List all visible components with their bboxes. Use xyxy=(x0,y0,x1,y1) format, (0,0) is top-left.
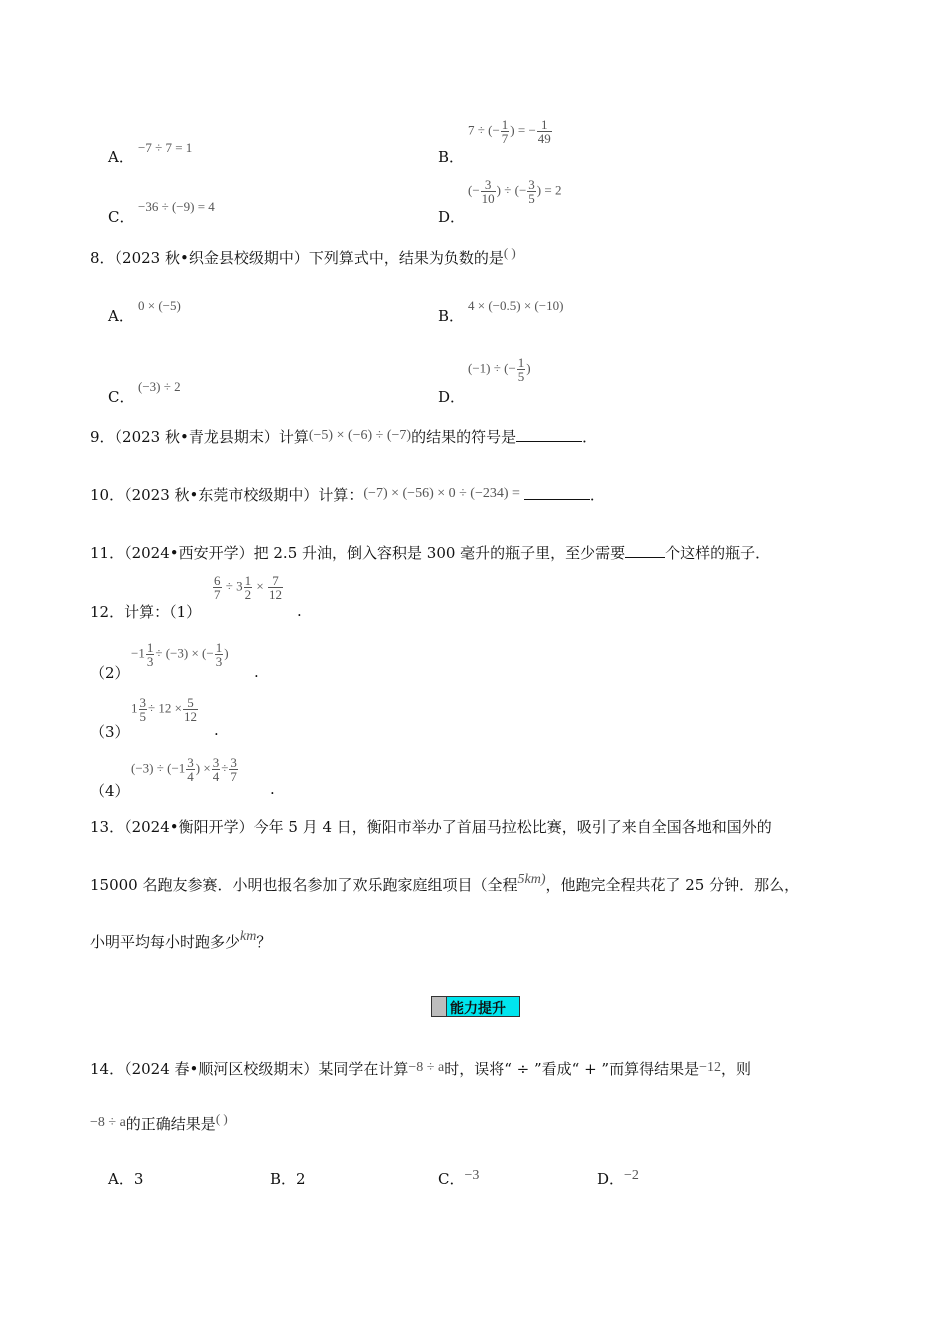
fraction: $\frac{1}{3}$ xyxy=(146,640,154,669)
q7-option-a: A． xyxy=(108,148,134,166)
q14-option-c: C．−3 xyxy=(438,1168,480,1188)
q13-line2: 15000 名跑友参赛．小明也报名参加了欢乐跑家庭组项目（全程5km)，他跑完全程共花了 25 分钟．那么， xyxy=(90,872,800,894)
q12-part1-expr: $\frac{6}{7}$ ÷ 3 $\frac{1}{2}$ × $\frac{7}{12}$ xyxy=(214,573,282,602)
fraction: $\frac{3}{4}$ xyxy=(187,755,194,784)
period: . xyxy=(254,663,259,681)
period: . xyxy=(270,780,275,798)
q14-option-d: D．−2 xyxy=(597,1168,639,1188)
fraction: $\frac{7}{12}$ xyxy=(268,573,282,602)
q12-part4-expr: (−3) ÷ (−1 $\frac{3}{4}$ ) × $\frac{3}{4}$ ÷ $\frac{3}{7}$ xyxy=(131,755,237,784)
q8-option-a: A． xyxy=(108,307,134,325)
q14-option-b: B．2 xyxy=(270,1170,306,1188)
q12-part4-label: （4） xyxy=(90,782,130,800)
q7-option-b: B． xyxy=(438,148,465,166)
q7-option-d: D． xyxy=(438,208,466,226)
fraction: $\frac{1}{7}$ xyxy=(501,117,509,146)
q12-part2-label: （2） xyxy=(90,664,130,682)
fraction: $\frac{3}{5}$ xyxy=(139,695,146,724)
q7-option-c-expr: −36 ÷ (−9) = 4 xyxy=(138,199,215,214)
fraction: $\frac{5}{12}$ xyxy=(183,695,197,724)
fraction: $\frac{3}{4}$ xyxy=(212,755,220,784)
q8-stem: 8．（2023 秋•织金县校级期中）下列算式中，结果为负数的是( ) xyxy=(90,245,516,267)
q12-part2-expr: −1 $\frac{1}{3}$ ÷ (−3) × (− $\frac{1}{3}$ ) xyxy=(131,640,229,669)
q8-option-b: B． xyxy=(438,307,465,325)
q14-line1: 14．（2024 春•顺河区校级期末）某同学在计算−8 ÷ a时，误将“ ÷ ”看成“ + ”而算得结果是−12，则 xyxy=(90,1060,751,1078)
q7-option-a-expr: −7 ÷ 7 = 1 xyxy=(138,140,193,155)
fraction: $\frac{3}{10}$ xyxy=(481,177,495,206)
fraction: $\frac{6}{7}$ xyxy=(214,573,221,602)
q7-option-d-expr: (− $\frac{3}{10}$ ) ÷ (− $\frac{3}{5}$ ) = 2 xyxy=(468,177,562,206)
q7-option-b-expr: 7 ÷ (− $\frac{1}{7}$ ) = − $\frac{1}{49}$ xyxy=(468,117,551,146)
period: . xyxy=(297,602,302,620)
fraction: $\frac{1}{49}$ xyxy=(537,117,551,146)
fraction: $\frac{3}{7}$ xyxy=(230,755,237,784)
q8-option-d-expr: (−1) ÷ (− $\frac{1}{5}$ ) xyxy=(468,355,531,384)
q13-line3: 小明平均每小时跑多少km？ xyxy=(90,929,272,951)
period: . xyxy=(214,721,219,739)
q12-part3-label: （3） xyxy=(90,723,130,741)
q8-option-c-expr: (−3) ÷ 2 xyxy=(138,379,181,394)
q8-option-d: D． xyxy=(438,388,466,406)
q10: 10．（2023 秋•东莞市校级期中）计算：(−7) × (−56) × 0 ÷ (−234) = ． xyxy=(90,486,605,504)
q12-part3-expr: 1 $\frac{3}{5}$ ÷ 12 × $\frac{5}{12}$ xyxy=(131,695,197,724)
answer-blank xyxy=(524,485,590,500)
q8-option-a-expr: 0 × (−5) xyxy=(138,298,181,313)
section-banner xyxy=(431,996,520,1017)
q14-line2: −8 ÷ a的正确结果是( ) xyxy=(90,1111,228,1133)
answer-blank xyxy=(516,427,582,442)
q8-option-c: C． xyxy=(108,388,135,406)
fraction: $\frac{1}{2}$ xyxy=(244,573,252,602)
q14-option-a: A．3 xyxy=(108,1170,144,1188)
q13-line1: 13．（2024•衡阳开学）今年 5 月 4 日，衡阳市举办了首届马拉松比赛，吸引了来自全国各地和国外的 xyxy=(90,818,772,836)
fraction: $\frac{1}{5}$ xyxy=(517,355,525,384)
q9: 9．（2023 秋•青龙县期末）计算(−5) × (−6) ÷ (−7)的结果的符号是 ． xyxy=(90,428,598,446)
q8-option-b-expr: 4 × (−0.5) × (−10) xyxy=(468,298,564,313)
fraction: $\frac{3}{5}$ xyxy=(528,177,535,206)
q7-option-c: C． xyxy=(108,208,135,226)
banner-square-icon xyxy=(432,997,447,1016)
section-title: 能力提升 xyxy=(450,1001,506,1017)
answer-blank xyxy=(625,543,665,558)
fraction: $\frac{1}{3}$ xyxy=(215,640,223,669)
q11: 11．（2024•西安开学）把 2.5 升油，倒入容积是 300 毫升的瓶子里，至少需要 个这样的瓶子． xyxy=(90,544,771,562)
q12-label: 12．计算：（1） xyxy=(90,603,202,621)
